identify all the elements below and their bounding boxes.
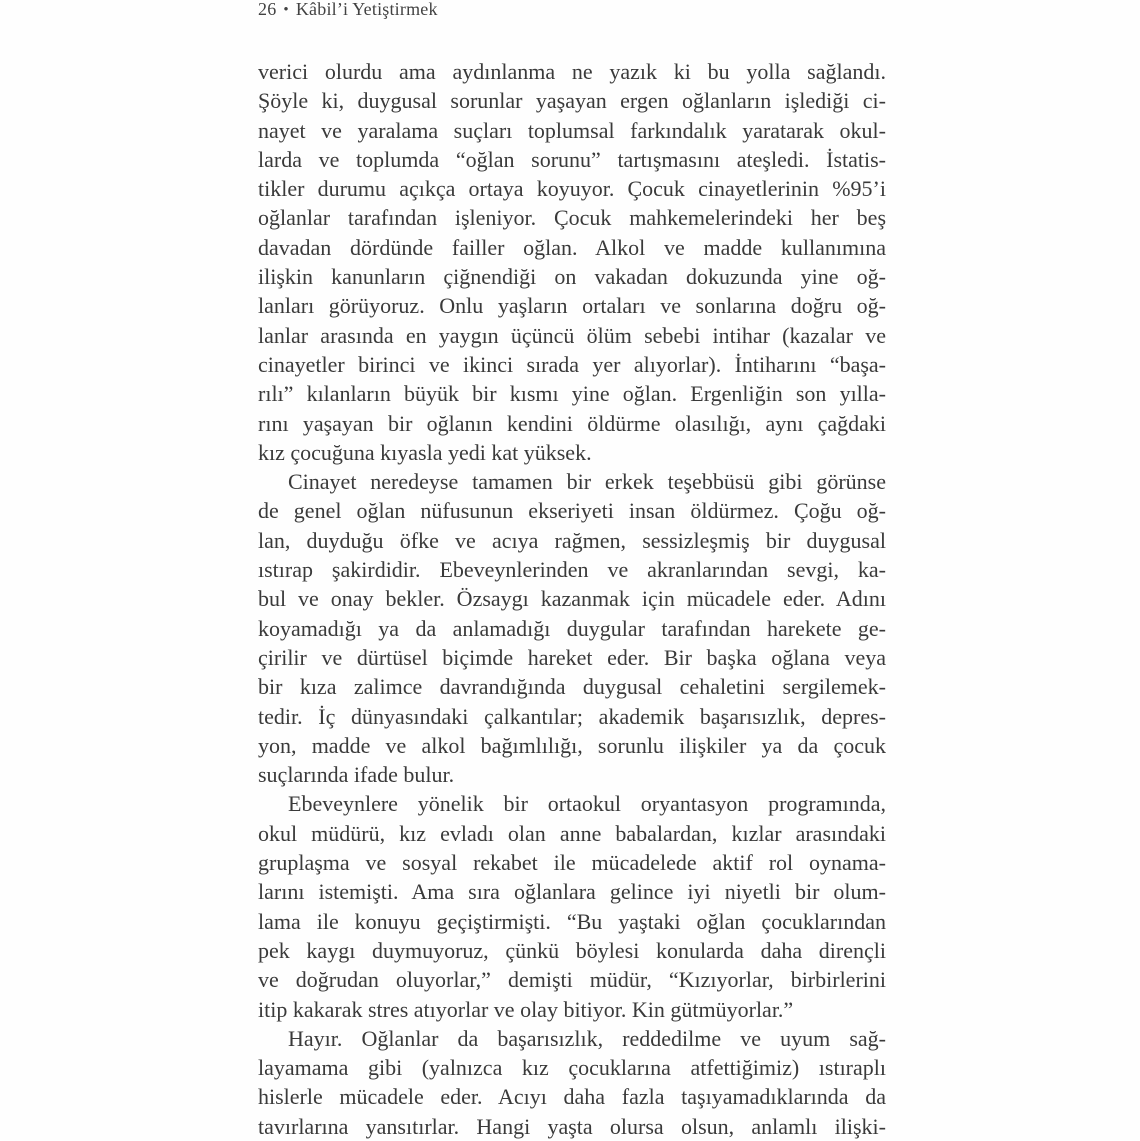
body-text-line: bir kıza zalimce davrandığında duygusal cehaletini sergilemek- [258, 674, 886, 700]
body-text-line: çirilir ve dürtüsel biçimde hareket eder. Bir başka oğlana veya [258, 644, 886, 670]
body-text-line: nayet ve yaralama suçları toplumsal farkındalık yaratarak okul- [258, 117, 886, 143]
body-text-line: yon, madde ve alkol bağımlılığı, sorunlu ilişkiler ya da çocuk [258, 732, 886, 758]
body-text-line: Hayır. Oğlanlar da başarısızlık, reddedilme ve uyum sağ- [288, 1025, 886, 1051]
header-separator-bullet: • [283, 2, 289, 18]
running-header [258, 0, 886, 20]
body-text-line: tikler durumu açıkça ortaya koyuyor. Çocuk cinayetlerinin %95’i [258, 176, 886, 202]
body-text-line: ıstırap şakirdidir. Ebeveynlerinden ve akranlarından sevgi, ka- [258, 557, 886, 583]
body-text-line: bul ve onay bekler. Özsaygı kazanmak için mücadele eder. Adını [258, 586, 886, 612]
body-text-line: okul müdürü, kız evladı olan anne babalardan, kızlar arasındaki [258, 820, 886, 846]
body-text-line: kız çocuğuna kıyasla yedi kat yüksek. [258, 439, 592, 465]
body-text-line: ilişkin kanunların çiğnendiği on vakadan dokuzunda yine oğ- [258, 264, 886, 290]
body-text-line: larını istemişti. Ama sıra oğlanlara gelince iyi niyetli bir olum- [258, 879, 886, 905]
body-text-line: rını yaşayan bir oğlanın kendini öldürme olasılığı, aynı çağdaki [258, 410, 886, 436]
body-text-line: cinayetler birinci ve ikinci sırada yer alıyorlar). İntiharını “başa- [258, 351, 886, 377]
body-text-line: rılı” kılanların büyük bir kısmı yine oğlan. Ergenliğin son yılla- [258, 381, 886, 407]
body-text-line: larda ve toplumda “oğlan sorunu” tartışmasını ateşledi. İstatis- [258, 146, 886, 172]
page-number: 26 [258, 0, 277, 19]
body-text-line: de genel oğlan nüfusunun ekseriyeti insan öldürmez. Çoğu oğ- [258, 498, 886, 524]
body-text-line: lanları görüyoruz. Onlu yaşların ortaları ve sonlarına doğru oğ- [258, 293, 886, 319]
body-text-line: koyamadığı ya da anlamadığı duygular tarafından harekete ge- [258, 615, 886, 641]
body-text-line: hislerle mücadele eder. Acıyı daha fazla taşıyamadıklarında da [258, 1084, 886, 1110]
body-text-line: lan, duyduğu öfke ve acıya rağmen, sessizleşmiş bir duygusal [258, 527, 886, 553]
body-text-line: Cinayet neredeyse tamamen bir erkek teşebbüsü gibi görünse [288, 469, 886, 495]
body-text-line: davadan dördünde failler oğlan. Alkol ve madde kullanımına [258, 234, 886, 260]
body-text-line: Şöyle ki, duygusal sorunlar yaşayan ergen oğlanların işlediği ci- [258, 88, 886, 114]
body-text-line: itip kakarak stres atıyorlar ve olay bitiyor. Kin gütmüyorlar.” [258, 996, 794, 1022]
body-text-line: pek kaygı duymuyoruz, çünkü böylesi konularda daha dirençli [258, 937, 886, 963]
body-text-line: Ebeveynlere yönelik bir ortaokul oryantasyon programında, [288, 791, 886, 817]
body-text-line: oğlanlar tarafından işleniyor. Çocuk mahkemelerindeki her beş [258, 205, 886, 231]
body-text-line: tavırlarına yansıtırlar. Hangi yaşta olursa olsun, anlamlı ilişki- [258, 1113, 886, 1139]
body-text-line: lama ile konuyu geçiştirmişti. “Bu yaştaki oğlan çocuklarından [258, 908, 886, 934]
body-text-line: gruplaşma ve sosyal rekabet ile mücadelede aktif rol oynama- [258, 850, 886, 876]
body-text-line: lanlar arasında en yaygın üçüncü ölüm sebebi intihar (kazalar ve [258, 322, 886, 348]
body-text-line: verici olurdu ama aydınlanma ne yazık ki bu yolla sağlandı. [258, 59, 886, 84]
body-text-line: suçlarında ifade bulur. [258, 762, 455, 788]
body-text-line: layamama gibi (yalnızca kız çocuklarına atfettiğimiz) ıstıraplı [258, 1055, 886, 1081]
body-text-line: tedir. İç dünyasındaki çalkantılar; akademik başarısızlık, depres- [258, 703, 886, 729]
body-text-block [258, 57, 886, 1141]
book-title: Kâbil’i Yetiştirmek [295, 0, 438, 19]
body-text-line: ve doğrudan oluyorlar,” demişti müdür, “Kızıyorlar, birbirlerini [258, 967, 886, 993]
